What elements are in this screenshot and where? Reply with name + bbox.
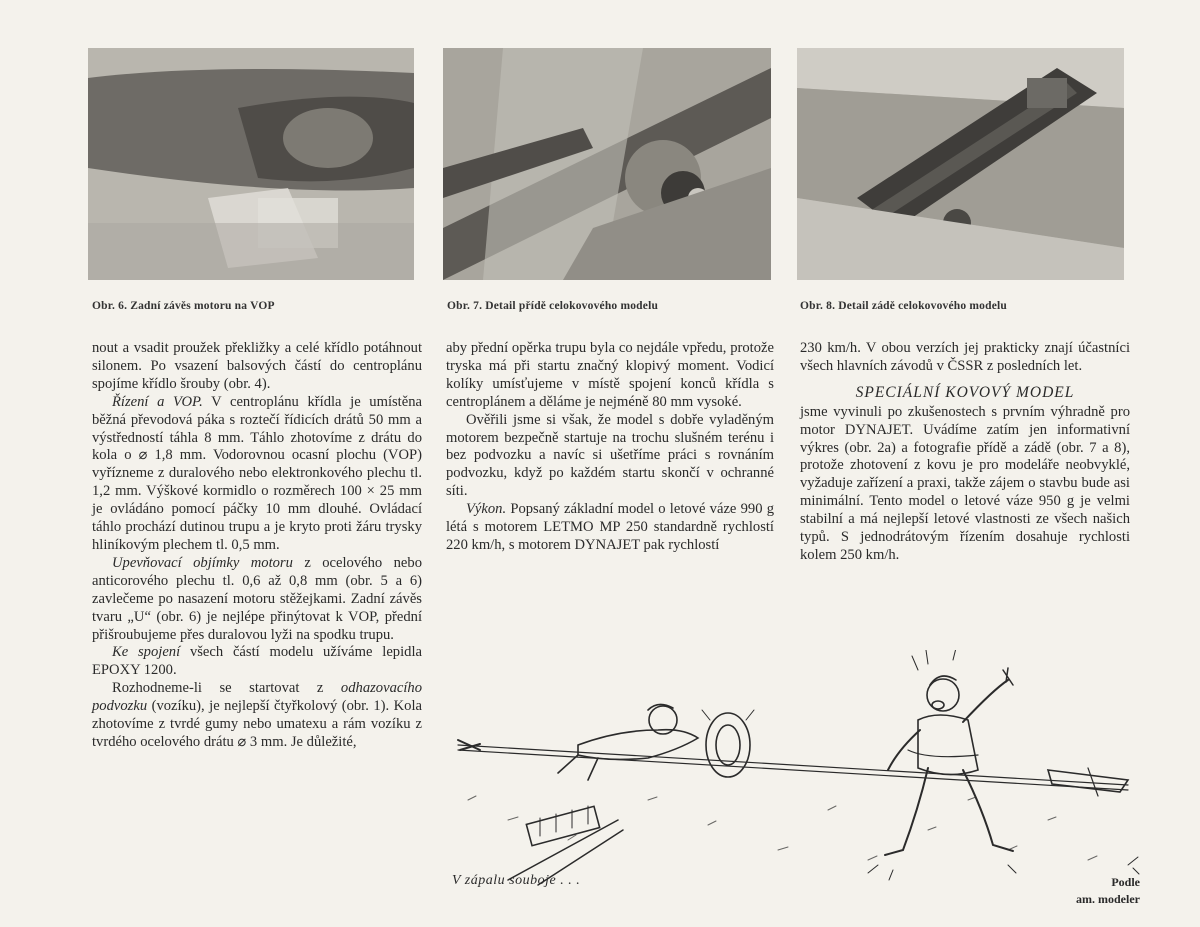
credit-line-1: Podle <box>1111 875 1140 889</box>
cartoon-caption: V zápalu souboje . . . <box>452 873 581 888</box>
paragraph-text: z ocelového nebo anticorového plechu tl. 0,6 až 0,8 mm (obr. 5 a 6) zavlečeme po nasazení motoru stěžejkami. Zadní závěs tvaru „U“ (obr. 6) je nejlépe přinýtovat k VOP, přední přišroubujeme přes duralovou lyži na spodku trupu. <box>92 554 422 643</box>
emphasis: odhazovacího podvozku <box>92 680 422 715</box>
paragraph <box>92 555 422 645</box>
section-lead: Ke spojení <box>112 644 181 661</box>
text-column-2 <box>446 340 774 555</box>
section-lead: Řízení a VOP. <box>112 393 203 410</box>
cartoon-illustration <box>448 650 1148 890</box>
figure-6-photo <box>88 48 414 280</box>
paragraph-text: Popsaný základní model o letové váze 990 g létá s motorem LETMO MP 250 standardně rychlostí 220 km/h, s motorem DYNAJET pak rychlostí <box>446 501 774 553</box>
paragraph-text: (vozíku), je nejlepší čtyřkolový (obr. 1). Kola zhotovíme z tvrdé gumy nebo umatexu a rám vozíku z tvrdého ocelového drátu ⌀ 3 mm. Je důležité, <box>92 698 422 750</box>
figure-7-caption: Obr. 7. Detail přídě celokovového modelu <box>447 300 659 312</box>
paragraph <box>92 680 422 752</box>
paragraph <box>92 394 422 555</box>
text-column-1 <box>92 340 422 752</box>
paragraph-text: V centroplánu křídla je umístěna běžná převodová páka s roztečí řídicích drátů 50 mm a výstředností táhla 8 mm. Táhlo zhotovíme z drátu do kola o ⌀ 1,8 mm. Vodorovnou ocasní plochu (VOP) vyřízneme z duralového nebo elektronkového plechu tl. 1,2 mm. Výškové kormidlo o rozměrech 100 × 25 mm je ovládáno pomocí páčky 10 mm dlouhé. Ovládací táhlo prochází dutinou trupu a je kryto proti žáru trysky hliníkovým plechem tl. 0,5 mm. <box>92 393 422 553</box>
paragraph: 230 km/h. V obou verzích jej prakticky znají účastníci všech hlavních závodů v ČSSR z posledních let. <box>800 340 1130 374</box>
paragraph <box>92 644 422 680</box>
figure-7-photo <box>443 48 771 280</box>
section-lead: Výkon. <box>466 501 507 518</box>
paragraph-text: Rozhodneme-li se startovat z <box>112 680 341 697</box>
cartoon-credit <box>1040 874 1140 908</box>
section-heading: SPECIÁLNÍ KOVOVÝ MODEL <box>855 383 1075 401</box>
paragraph: jsme vyvinuli po zkušenostech s prvním výhradně pro motor DYNAJET. Uvádíme zatím jen informativní výkres (obr. 2a) a fotografie přídě a zádě (obr. 7 a 8), protože zhotovení z kovu je pro modeláře neobvyklé, vyžaduje zařízení a praxi, takže zájem o stavbu bude asi minimální. Tento model o letové váze 950 g je velmi stabilní a má nejlepší letové vlastnosti ze všech našich typů. S jednodrátovým řízením dosahuje rychlosti kolem 250 km/h. <box>800 403 1130 563</box>
text-column-3 <box>800 340 1130 565</box>
figure-6-caption: Obr. 6. Zadní závěs motoru na VOP <box>92 300 275 312</box>
credit-line-2: am. modeler <box>1076 892 1140 906</box>
paragraph: nout a vsadit proužek překližky a celé křídlo potáhnout silonem. Po vsazení balsových částí do centroplánu spojíme křídlo šrouby (obr. 4). <box>92 340 422 392</box>
paragraph <box>446 501 774 555</box>
figure-8-caption: Obr. 8. Detail zádě celokovového modelu <box>800 300 1008 312</box>
section-lead: Upevňovací objímky motoru <box>112 554 293 571</box>
paragraph: aby přední opěrka trupu byla co nejdále vpředu, protože tryska má při startu značný klopivý moment. Vodicí kolíky umísťujeme v místě spojení konců křídla s centroplánem a děláme je nejméně 80 mm vysoké. <box>446 340 774 410</box>
figure-8-photo <box>797 48 1124 280</box>
paragraph: Ověřili jsme si však, že model s dobře vyladěným motorem bezpečně startuje na trochu slušném terénu i bez podvozku a navíc si ušetříme práci s rovnáním podvozku, když po každém startu skončí v ochranné síti. <box>446 411 774 500</box>
paragraph-text: všech částí modelu užíváme lepidla EPOXY 1200. <box>92 644 422 679</box>
